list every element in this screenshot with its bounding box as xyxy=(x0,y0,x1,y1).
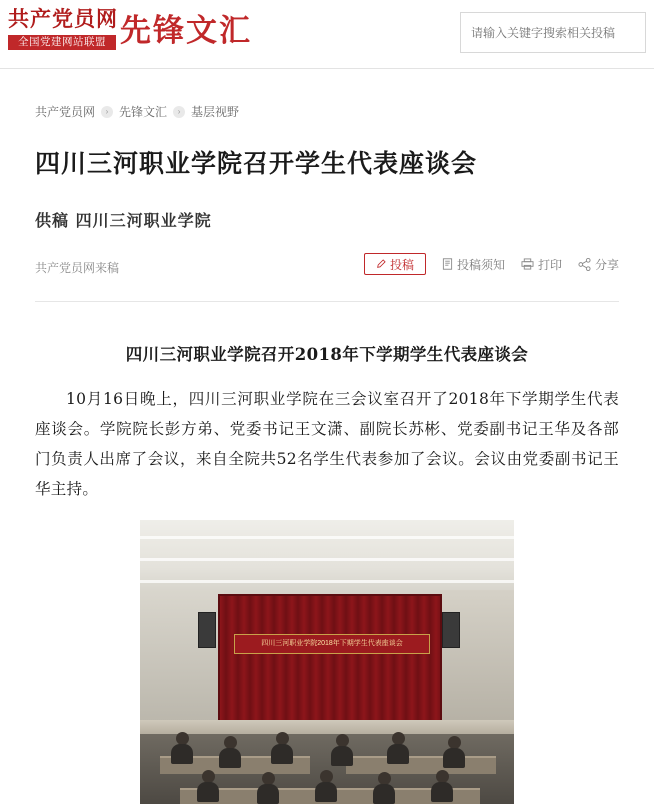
contribute-button-label: 投稿 xyxy=(389,257,414,272)
image-curtain xyxy=(220,596,440,722)
image-ceiling-line xyxy=(140,558,514,561)
print-button[interactable] xyxy=(521,256,562,273)
breadcrumb-item-section[interactable]: 基层视野 xyxy=(191,105,240,119)
site-logo-subtitle: 全国党建网站联盟 xyxy=(8,35,116,50)
image-person-body xyxy=(331,746,353,766)
chevron-right-icon: › xyxy=(101,106,113,118)
share-button[interactable] xyxy=(578,256,619,273)
article-paragraph: 10月16日晚上，四川三河职业学院在三会议室召开了2018年下学期学生代表座谈会。学院院长彭方弟、党委书记王文潇、副院长苏彬、党委副书记王华及各部门负责人出席了会议，来自全院共52名学生代表参加了会议。会议由党委副书记王华主持。 xyxy=(35,390,619,498)
chevron-right-icon: › xyxy=(173,106,185,118)
image-person-body xyxy=(373,784,395,804)
image-stage xyxy=(218,594,442,724)
image-wall-left xyxy=(140,590,224,730)
image-speaker xyxy=(198,612,216,648)
page-content xyxy=(35,69,619,804)
image-ceiling-line xyxy=(140,536,514,539)
notice-link-label: 投稿须知 xyxy=(456,257,505,272)
share-icon xyxy=(578,258,591,271)
print-button-label: 打印 xyxy=(537,257,562,272)
image-person-body xyxy=(431,782,453,802)
image-banner-text: 四川三河职业学院2018年下期学生代表座谈会 xyxy=(234,634,430,654)
contribute-button[interactable] xyxy=(364,253,426,275)
site-header xyxy=(0,0,654,69)
site-logo-text: 共产党员网 xyxy=(8,6,118,31)
article-actions xyxy=(364,253,619,275)
breadcrumb-item-home[interactable]: 共产党员网 xyxy=(35,105,96,119)
image-table xyxy=(346,756,496,774)
article-source: 供稿 四川三河职业学院 xyxy=(35,211,212,230)
pencil-icon xyxy=(376,259,386,269)
article-meta-bar xyxy=(35,257,619,302)
image-person-body xyxy=(219,748,241,768)
image-person-body xyxy=(315,782,337,802)
search-input[interactable] xyxy=(461,13,645,52)
image-person-body xyxy=(197,782,219,802)
image-person-body xyxy=(171,744,193,764)
image-ceiling-line xyxy=(140,580,514,583)
image-person-body xyxy=(387,744,409,764)
document-icon xyxy=(442,258,453,270)
breadcrumb-item-channel[interactable]: 先锋文汇 xyxy=(119,105,168,119)
image-speaker xyxy=(442,612,460,648)
breadcrumb xyxy=(35,103,619,121)
site-logo[interactable] xyxy=(8,6,116,50)
page-title: 四川三河职业学院召开学生代表座谈会 xyxy=(35,149,478,178)
channel-title[interactable]: 先锋文汇 xyxy=(120,13,252,49)
notice-link[interactable] xyxy=(442,256,505,273)
article-meta-note: 共产党员网来稿 xyxy=(35,261,120,275)
image-person-body xyxy=(443,748,465,768)
article-image-container xyxy=(35,520,619,804)
article-body-title: 四川三河职业学院召开2018年下学期学生代表座谈会 xyxy=(125,345,529,364)
share-button-label: 分享 xyxy=(594,257,619,272)
article-image xyxy=(140,520,514,804)
printer-icon xyxy=(521,258,534,270)
search-box[interactable] xyxy=(460,12,646,53)
image-person-body xyxy=(271,744,293,764)
image-person-body xyxy=(257,784,279,804)
